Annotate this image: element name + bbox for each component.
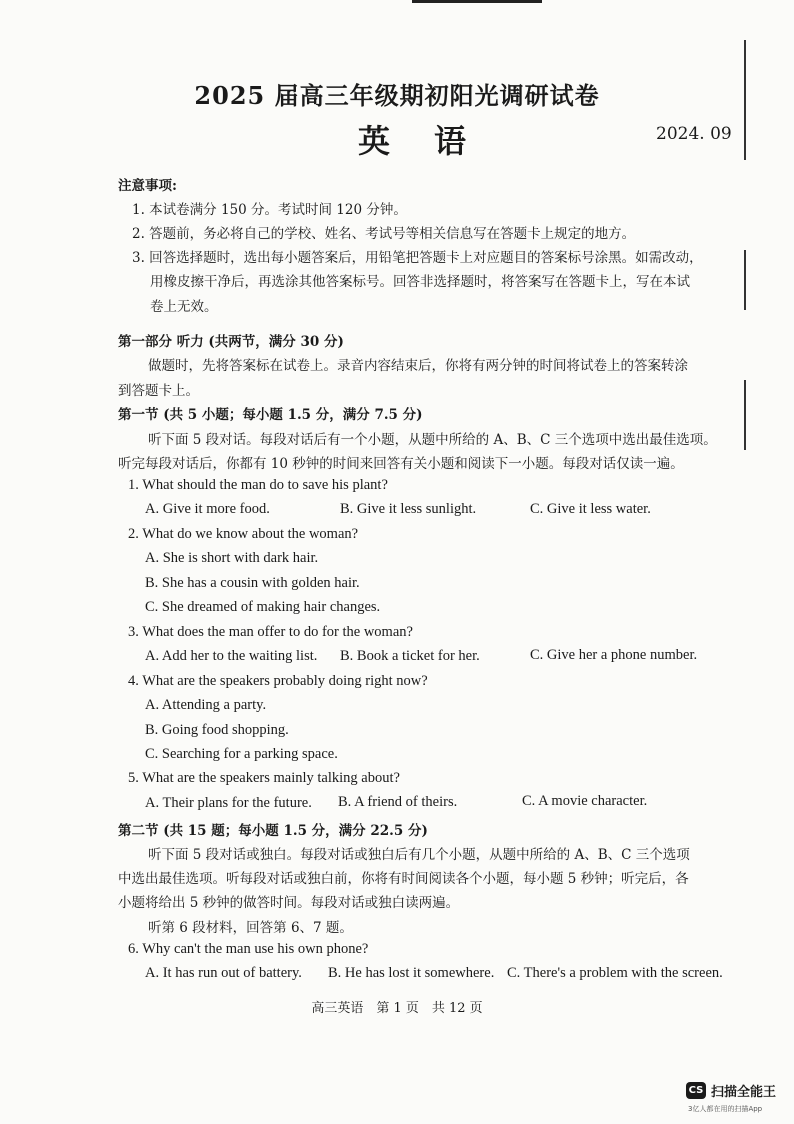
option-b: B. He has lost it somewhere. (328, 965, 495, 981)
section2-intro: 小题将给出 5 秒钟的做答时间。每段对话或独白读两遍。 (118, 895, 460, 911)
option-c: C. Give her a phone number. (530, 647, 698, 663)
section1-intro: 听下面 5 段对话。每段对话后有一个小题，从题中所给的 A、B、C 三个选项中选出最佳选项。 (148, 432, 717, 448)
option-a: A. Add her to the waiting list. (145, 648, 318, 664)
page-footer: 高三英语 第 1 页 共 12 页 (311, 1001, 483, 1016)
question-stem: 3. What does the man offer to do for the woman? (128, 624, 413, 640)
material-instruction: 听第 6 段材料，回答第 6、7 题。 (148, 920, 353, 936)
section2-intro: 听下面 5 段对话或独白。每段对话或独白后有几个小题，从题中所给的 A、B、C 三个选项 (148, 847, 690, 863)
note-line: 用橡皮擦干净后，再选涂其他答案标号。回答非选择题时，将答案写在答题卡上，写在本试 (150, 274, 690, 290)
option-b: B. Book a ticket for her. (340, 648, 480, 664)
scan-edge-line (744, 250, 746, 310)
question-stem: 1. What should the man do to save his plant? (128, 477, 388, 493)
question-stem: 5. What are the speakers mainly talking about? (128, 770, 400, 786)
option-b: B. Give it less sunlight. (340, 501, 477, 517)
option-c: C. She dreamed of making hair changes. (145, 599, 381, 615)
exam-title: 2025 届高三年级期初阳光调研试卷 (194, 81, 600, 110)
option-a: A. It has run out of battery. (145, 965, 302, 981)
section2-heading: 第二节 (共 15 题；每小题 1.5 分，满分 22.5 分) (118, 823, 428, 839)
option-b: B. Going food shopping. (145, 722, 289, 738)
scan-edge-line (744, 380, 746, 450)
exam-date: 2024. 09 (656, 124, 732, 144)
note-line: 3. 回答选择题时，选出每小题答案后，用铅笔把答题卡上对应题目的答案标号涂黑。如需改动， (132, 250, 703, 266)
option-c: C. Searching for a parking space. (145, 746, 338, 762)
option-a: A. She is short with dark hair. (145, 550, 319, 566)
option-c: C. Give it less water. (530, 501, 651, 517)
option-b: B. She has a cousin with golden hair. (145, 575, 360, 591)
option-a: A. Give it more food. (145, 501, 270, 517)
camscanner-name: 扫描全能王 (711, 1085, 777, 1100)
option-a: A. Attending a party. (145, 697, 267, 713)
note-line: 卷上无效。 (150, 299, 218, 315)
section1-intro: 听完每段对话后，你都有 10 秒钟的时间来回答有关小题和阅读下一小题。每段对话仅读一遍。 (118, 456, 684, 472)
part1-heading: 第一部分 听力 (共两节，满分 30 分) (118, 334, 344, 350)
question-stem: 6. Why can't the man use his own phone? (128, 941, 369, 957)
subject-title: 英语 (358, 122, 511, 160)
section2-intro: 中选出最佳选项。听每段对话或独白前，你将有时间阅读各个小题，每小题 5 秒钟；听完后，各 (118, 871, 689, 887)
option-c: C. A movie character. (522, 793, 648, 809)
scan-top-mark (412, 0, 542, 3)
camscanner-tagline: 3亿人都在用的扫描App (688, 1105, 763, 1113)
note-line: 1. 本试卷满分 150 分。考试时间 120 分钟。 (132, 202, 407, 218)
question-stem: 2. What do we know about the woman? (128, 526, 359, 542)
notes-heading: 注意事项: (118, 178, 177, 194)
question-stem: 4. What are the speakers probably doing right now? (128, 673, 428, 689)
option-b: B. A friend of theirs. (338, 794, 458, 810)
camscanner-logo-icon: CS (686, 1082, 706, 1099)
part1-intro: 到答题卡上。 (118, 383, 199, 399)
option-c: C. There's a problem with the screen. (507, 965, 723, 981)
part1-intro: 做题时，先将答案标在试卷上。录音内容结束后，你将有两分钟的时间将试卷上的答案转涂 (148, 358, 688, 374)
section1-heading: 第一节 (共 5 小题；每小题 1.5 分，满分 7.5 分) (118, 407, 423, 423)
option-a: A. Their plans for the future. (145, 795, 312, 811)
note-line: 2. 答题前，务必将自己的学校、姓名、考试号等相关信息写在答题卡上规定的地方。 (132, 226, 636, 242)
